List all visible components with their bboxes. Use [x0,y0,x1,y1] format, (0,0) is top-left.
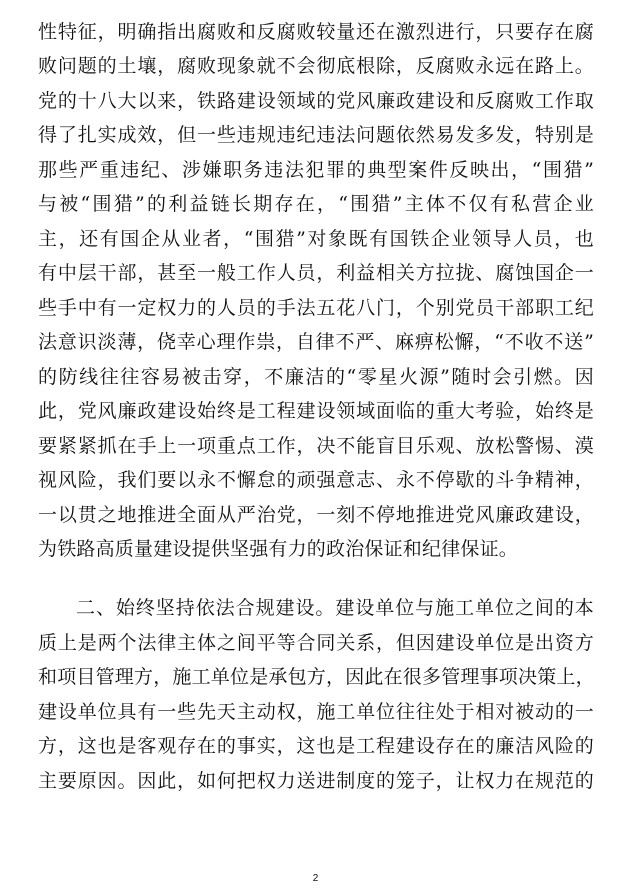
body-text-line: 与被“围猎”的利益链长期存在，“围猎”主体不仅有私营企业 [38,193,594,215]
body-text-line: 为铁路高质量建设提供坚强有力的政治保证和纪律保证。 [38,538,519,560]
section-heading-line: 二、始终坚持依法合规建设。建设单位与施工单位之间的本 [76,597,594,619]
page-number: 2 [312,873,319,884]
body-text-line: 主，还有国企从业者，“围猎”对象既有国铁企业领导人员，也 [38,228,594,250]
body-text-line: 方，这也是客观存在的事实，这也是工程建设存在的廉洁风险的 [38,735,594,757]
body-text-line: 性特征，明确指出腐败和反腐败较量还在激烈进行，只要存在腐 [38,21,594,43]
body-text-line: 的防线往往容易被击穿，不廉洁的“零星火源”随时会引燃。因 [38,366,594,388]
body-text-line: 一以贯之地推进全面从严治党，一刻不停地推进党风廉政建设， [38,504,594,526]
body-text-line: 法意识淡薄，侥幸心理作祟，自律不严、麻痹松懈，“不收不送” [38,331,594,353]
body-text-line: 质上是两个法律主体之间平等合同关系，但因建设单位是出资方 [38,632,594,654]
body-text-line: 有中层干部，甚至一般工作人员，利益相关方拉拢、腐蚀国企一 [38,262,594,284]
body-text-line: 和项目管理方，施工单位是承包方，因此在很多管理事项决策上， [38,666,595,688]
body-text-line: 得了扎实成效，但一些违规违纪违法问题依然易发多发，特别是 [38,124,594,146]
body-text-line: 视风险，我们要以永不懈怠的顽强意志、永不停歇的斗争精神， [38,469,594,491]
body-text-line: 党的十八大以来，铁路建设领域的党风廉政建设和反腐败工作取 [38,90,594,112]
body-text-line: 此，党风廉政建设始终是工程建设领域面临的重大考验，始终是 [38,400,594,422]
body-text-line: 要紧紧抓在手上一项重点工作，决不能盲目乐观、放松警惕、漠 [38,435,594,457]
body-text-line: 主要原因。因此，如何把权力送进制度的笼子，让权力在规范的 [38,770,594,792]
body-text-line: 那些严重违纪、涉嫌职务违法犯罪的典型案件反映出，“围猎” [38,159,594,181]
body-text-line: 些手中有一定权力的人员的手法五花八门，个别党员干部职工纪 [38,297,594,319]
body-text-line: 败问题的土壤，腐败现象就不会彻底根除，反腐败永远在路上。 [38,55,594,77]
body-text-line: 建设单位具有一些先天主动权，施工单位往往处于相对被动的一 [38,701,594,723]
